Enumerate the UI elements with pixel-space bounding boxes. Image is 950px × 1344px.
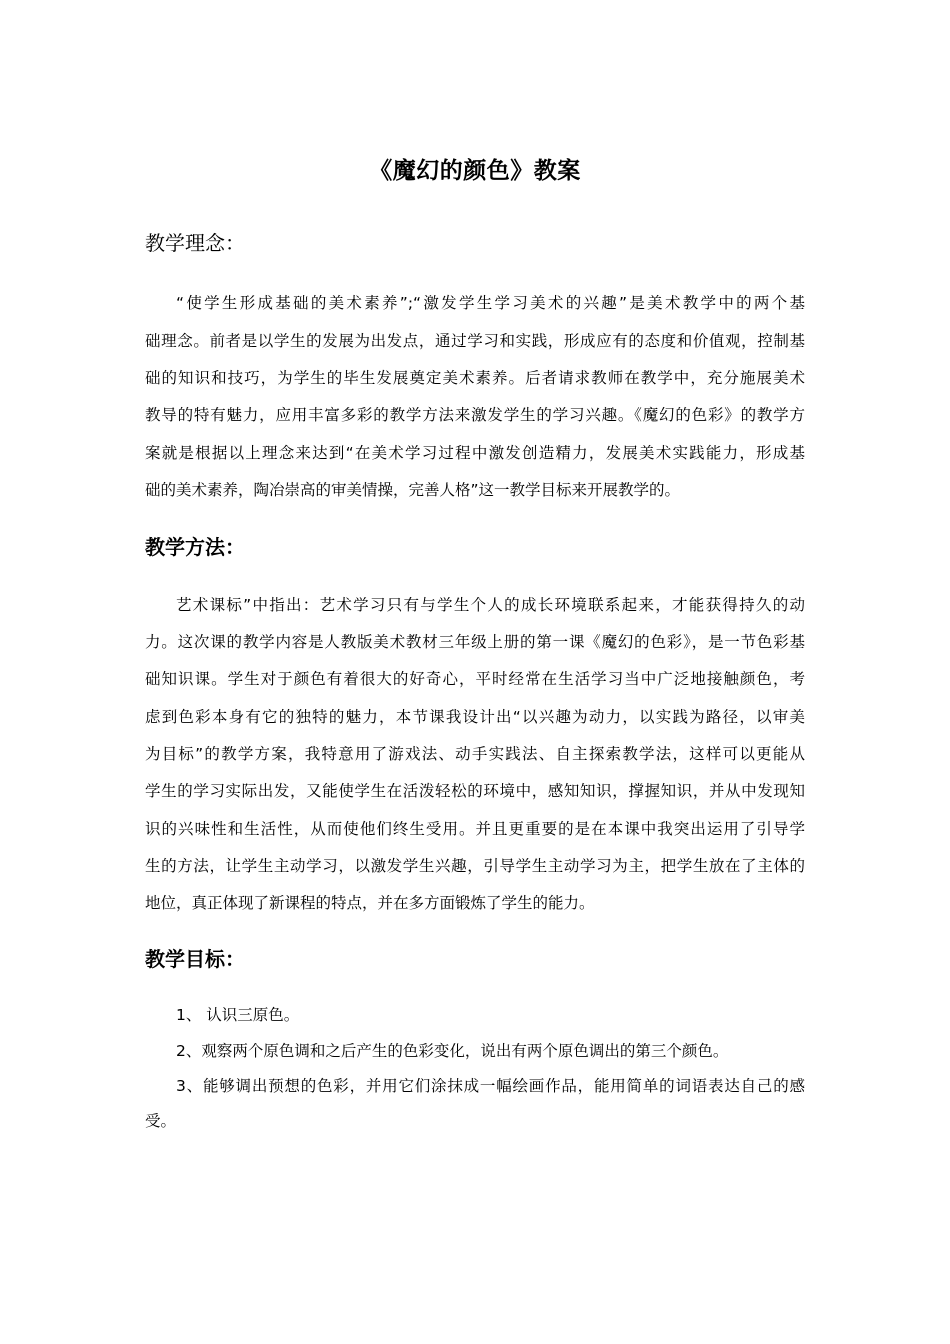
objective-item-3-continuation: 受。 — [145, 1112, 177, 1130]
philosophy-line-1: “使学生形成基础的美术素养”;“激发学生学习美术的兴趣”是美术教学中的两个基 — [176, 294, 805, 312]
method-line-7: 识的兴味性和生活性，从而使他们终生受用。并且更重要的是在本课中我突出运用了引导学 — [145, 820, 805, 838]
objective-item-3: 3、能够调出预想的色彩，并用它们涂抹成一幅绘画作品，能用简单的词语表达自己的感 — [176, 1077, 805, 1095]
philosophy-line-4: 教导的特有魅力，应用丰富多彩的教学方法来激发学生的学习兴趣。《魔幻的色彩》的教学方 — [145, 406, 805, 424]
method-line-4: 虑到色彩本身有它的独特的魅力，本节课我设计出“以兴趣为动力，以实践为路径，以审美 — [145, 708, 805, 726]
philosophy-line-2: 础理念。前者是以学生的发展为出发点，通过学习和实践，形成应有的态度和价值观，控制基 — [145, 332, 805, 350]
objectives-heading: 教学目标： — [145, 947, 245, 971]
method-line-6: 学生的学习实际出发，又能使学生在活泼轻松的环境中，感知知识，撑握知识，并从中发现知 — [145, 782, 805, 800]
philosophy-line-3: 础的知识和技巧，为学生的毕生发展奠定美术素养。后者请求教师在教学中，充分施展美术 — [145, 369, 805, 387]
philosophy-line-5: 案就是根据以上理念来达到“在美术学习过程中激发创造精力，发展美术实践能力，形成基 — [145, 444, 805, 462]
philosophy-line-6: 础的美术素养，陶冶崇高的审美情操，完善人格”这一教学目标来开展教学的。 — [145, 481, 681, 499]
philosophy-heading: 教学理念： — [145, 231, 245, 255]
method-line-9: 地位，真正体现了新课程的特点，并在多方面锻炼了学生的能力。 — [145, 894, 595, 912]
document-title: 《魔幻的颜色》教案 — [369, 158, 581, 184]
objective-item-1: 1、 认识三原色。 — [176, 1006, 300, 1024]
method-line-2: 力。这次课的教学内容是人教版美术教材三年级上册的第一课《魔幻的色彩》，是一节色彩基 — [145, 633, 805, 651]
method-heading: 教学方法： — [145, 535, 245, 559]
objective-item-2: 2、观察两个原色调和之后产生的色彩变化，说出有两个原色调出的第三个颜色。 — [176, 1042, 729, 1060]
method-line-3: 础知识课。学生对于颜色有着很大的好奇心，平时经常在生活学习当中广泛地接触颜色，考 — [145, 670, 805, 688]
method-line-1: 艺术课标”中指出：艺术学习只有与学生个人的成长环境联系起来，才能获得持久的动 — [176, 596, 805, 614]
method-line-8: 生的方法，让学生主动学习，以激发学生兴趣，引导学生主动学习为主，把学生放在了主体的 — [145, 857, 805, 875]
method-line-5: 为目标”的教学方案，我特意用了游戏法、动手实践法、自主探索教学法，这样可以更能从 — [145, 745, 805, 763]
